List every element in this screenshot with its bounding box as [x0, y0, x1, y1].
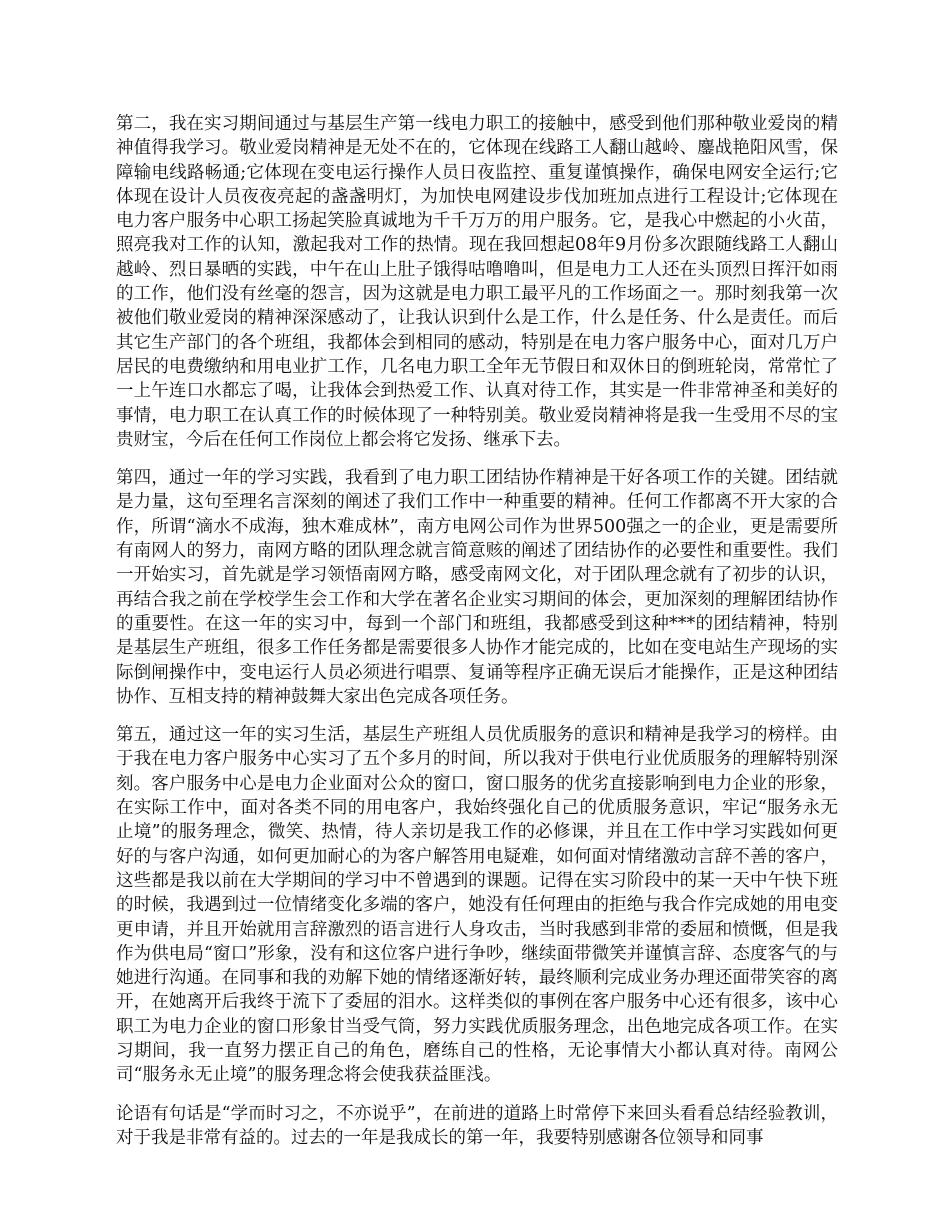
- paragraph-fourth: 第四，通过一年的学习实践，我看到了电力职工团结协作精神是干好各项工作的关键。团结就是力量，这句至理名言深刻的阐述了我们工作中一种重要的精神。任何工作都离不开大家的合作，所谓“滴水不成海，独木难成林”，南方电网公司作为世界500强之一的企业，更是需要所有南网人的努力，南网方略的团队理念就言简意赅的阐述了团结协作的必要性和重要性。我们一开始实习，首先就是学习领悟南网方略，感受南网文化，对于团队理念就有了初步的认识，再结合我之前在学校学生会工作和大学在著名企业实习期间的体会，更加深刻的理解团结协作的重要性。在这一年的实习中，每到一个部门和班组，我都感受到这种***的团结精神，特别是基层生产班组，很多工作任务都是需要很多人协作才能完成的，比如在变电站生产现场的实际倒闸操作中，变电运行人员必须进行唱票、复诵等程序正确无误后才能操作，正是这种团结协作、互相支持的精神鼓舞大家出色完成各项任务。: [116, 468, 838, 707]
- paragraph-fifth: 第五，通过这一年的实习生活，基层生产班组人员优质服务的意识和精神是我学习的榜样。由于我在电力客户服务中心实习了五个多月的时间，所以我对于供电行业优质服务的理解特别深刻。客户服务中心是电力企业面对公众的窗口，窗口服务的优劣直接影响到电力企业的形象，在实际工作中，面对各类不同的用电客户，我始终强化自己的优质服务意识，牢记“服务永无止境”的服务理念，微笑、热情，待人亲切是我工作的必修课，并且在工作中学习实践如何更好的与客户沟通，如何更加耐心的为客户解答用电疑难，如何面对情绪激动言辞不善的客户，这些都是我以前在大学期间的学习中不曾遇到的课题。记得在实习阶段中的某一天中午快下班的时候，我遇到过一位情绪变化多端的客户，她没有任何理由的拒绝与我合作完成她的用电变更申请，并且开始就用言辞激烈的语言进行人身攻击，当时我感到非常的委屈和愤慨，但是我作为供电局“窗口”形象，没有和这位客户进行争吵，继续面带微笑并谨慎言辞、态度客气的与她进行沟通。在同事和我的劝解下她的情绪逐渐好转，最终顺利完成业务办理还面带笑容的离开，在她离开后我终于流下了委屈的泪水。这样类似的事例在客户服务中心还有很多，该中心职工为电力企业的窗口形象甘当受气筒，努力实践优质服务理念，出色地完成各项工作。在实习期间，我一直努力摆正自己的角色，磨练自己的性格，无论事情大小都认真对待。南网公司“服务永无止境”的服务理念将会使我获益匪浅。: [116, 725, 838, 1086]
- paragraph-conclusion: 论语有句话是“学而时习之，不亦说乎”，在前进的道路上时常停下来回头看看总结经验教训，对于我是非常有益的。过去的一年是我成长的第一年，我要特别感谢各位领导和同事: [116, 1103, 838, 1148]
- paragraph-second: 第二，我在实习期间通过与基层生产第一线电力职工的接触中，感受到他们那种敬业爱岗的精神值得我学习。敬业爱岗精神是无处不在的，它体现在线路工人翻山越岭、鏖战艳阳风雪，保障输电线路畅通;它体现在变电运行操作人员日夜监控、重复谨慎操作，确保电网安全运行;它体现在设计人员夜夜亮起的盏盏明灯，为加快电网建设步伐加班加点进行工程设计;它体现在电力客户服务中心职工扬起笑脸真诚地为千千万万的用户服务。它，是我心中燃起的小火苗，照亮我对工作的认知，激起我对工作的热情。现在我回想起08年9月份多次跟随线路工人翻山越岭、烈日暴晒的实践，中午在山上肚子饿得咕噜噜叫，但是电力工人还在头顶烈日挥汗如雨的工作，他们没有丝毫的怨言，因为这就是电力职工最平凡的工作场面之一。那时刻我第一次被他们敬业爱岗的精神深深感动了，让我认识到什么是工作，什么是任务、什么是责任。而后其它生产部门的各个班组，我都体会到相同的感动，特别是在电力客户服务中心，面对几万户居民的电费缴纳和用电业扩工作，几名电力职工全年无节假日和双休日的倒班轮岗，常常忙了一上午连口水都忘了喝，让我体会到热爱工作、认真对待工作，其实是一件非常神圣和美好的事情，电力职工在认真工作的时候体现了一种特别美。敬业爱岗精神将是我一生受用不尽的宝贵财宝，今后在任何工作岗位上都会将它发扬、继承下去。: [116, 114, 838, 450]
- document-body: [116, 112, 838, 1164]
